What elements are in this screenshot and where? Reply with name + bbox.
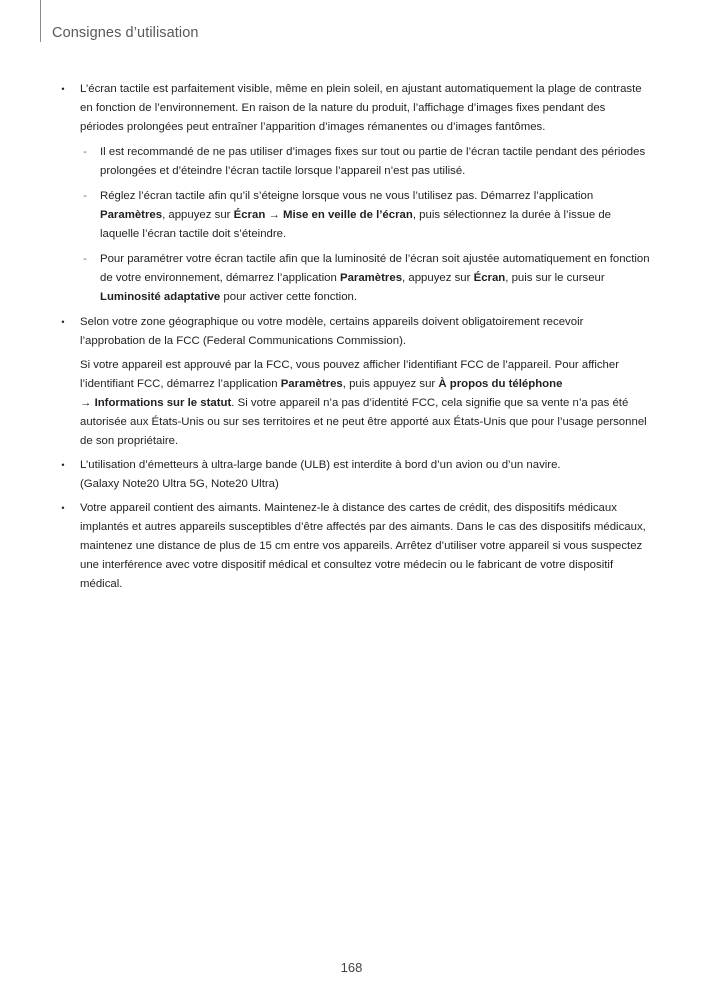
setting-name: Écran [233,209,266,221]
setting-name: Écran [473,272,506,284]
paragraph: Votre appareil contient des aimants. Maintenez-le à distance des cartes de crédit, des dispositifs médicaux implantés et autres appareils susceptibles d’être affectés par des aimants. Dans le cas des dispositifs médicaux, maintenez une distance de plus de 15 cm entre vos appareils. Arrêtez d’utiliser votre appareil si vous suspectez une interférence avec votre dispositif médical et consultez votre médecin ou le fabricant de votre dispositif médical. [80,502,646,590]
setting-name: Paramètres [339,272,403,284]
list-item [58,313,650,451]
dash-icon: - [83,253,87,265]
paragraph [80,356,650,451]
sub-item-text: , appuyez sur [402,272,474,284]
document-body [58,80,650,599]
paragraph: L’utilisation d’émetteurs à ultra-large bande (ULB) est interdite à bord d’un avion ou d’un navire. [80,459,561,471]
sub-item-text: , puis sélectionnez la durée à l’issue de laquelle l’écran tactile doit s’éteindre. [100,209,612,240]
arrow-separator: → [80,397,95,409]
list-item [58,499,650,594]
paragraph-text: , puis appuyez sur [342,378,439,390]
list-item [58,456,650,494]
setting-name: Luminosité adaptative [100,291,221,303]
bullet-icon: • [61,460,65,470]
sub-item-text: Il est recommandé de ne pas utiliser d’images fixes sur tout ou partie de l’écran tactile pendant des périodes prolongées et d’éteindre l’écran tactile lorsque l’appareil n’est pas utilisé. [100,146,646,177]
setting-name: Paramètres [280,378,343,390]
list-item [58,80,650,307]
sub-item-text: Réglez l’écran tactile afin qu’il s’éteigne lorsque vous ne vous l’utilisez pas. Démarrez l’application [100,190,594,202]
model-note: (Galaxy Note20 Ultra 5G, Note20 Ultra) [80,478,279,490]
sub-list-item [80,187,650,244]
sub-list-item [80,250,650,307]
header-divider [40,0,41,42]
setting-name: Paramètres [100,209,163,221]
bullet-icon: • [61,84,65,94]
dash-icon: - [83,146,87,158]
sub-list-item [80,143,650,181]
dash-icon: - [83,190,87,202]
bullet-icon: • [61,503,65,513]
page-number: 168 [340,960,363,975]
setting-name: Informations sur le statut [94,397,232,409]
sub-item-text: pour activer cette fonction. [220,291,358,303]
paragraph: Selon votre zone géographique ou votre modèle, certains appareils doivent obligatoirement recevoir l’approbation de la FCC (Federal Communications Commission). [80,316,584,347]
paragraph-text: . Si votre appareil n’a pas d’identité FCC, cela signifie que sa vente n’a pas été autorisée aux États-Unis ou sur ses territoires et ne peut être apporté aux États-Unis que pour l’usage personnel de son propriétaire. [80,397,647,447]
paragraph-text: Si votre appareil est approuvé par la FCC, vous pouvez afficher l’identifiant FCC de l’appareil. Pour afficher l’identifiant FCC, démarrez l’application [80,359,620,390]
paragraph: L’écran tactile est parfaitement visible, même en plein soleil, en ajustant automatiquement la plage de contraste en fonction de l’environnement. En raison de la nature du produit, l’affichage d’images fixes pendant des périodes prolongées peut entraîner l’apparition d’images rémanentes ou d’images fantômes. [80,83,642,133]
page-header-title: Consignes d’utilisation [52,25,199,41]
bullet-icon: • [61,317,65,327]
sub-item-text: Pour paramétrer votre écran tactile afin que la luminosité de l’écran soit ajustée automatiquement en fonction de votre environnement, démarrez l’application [100,253,650,284]
setting-name: Mise en veille de l’écran [283,209,413,221]
sub-item-text: , puis sur le curseur [505,272,605,284]
sub-item-text: , appuyez sur [162,209,234,221]
setting-name: À propos du téléphone [438,378,563,390]
arrow-separator: → [265,209,284,221]
